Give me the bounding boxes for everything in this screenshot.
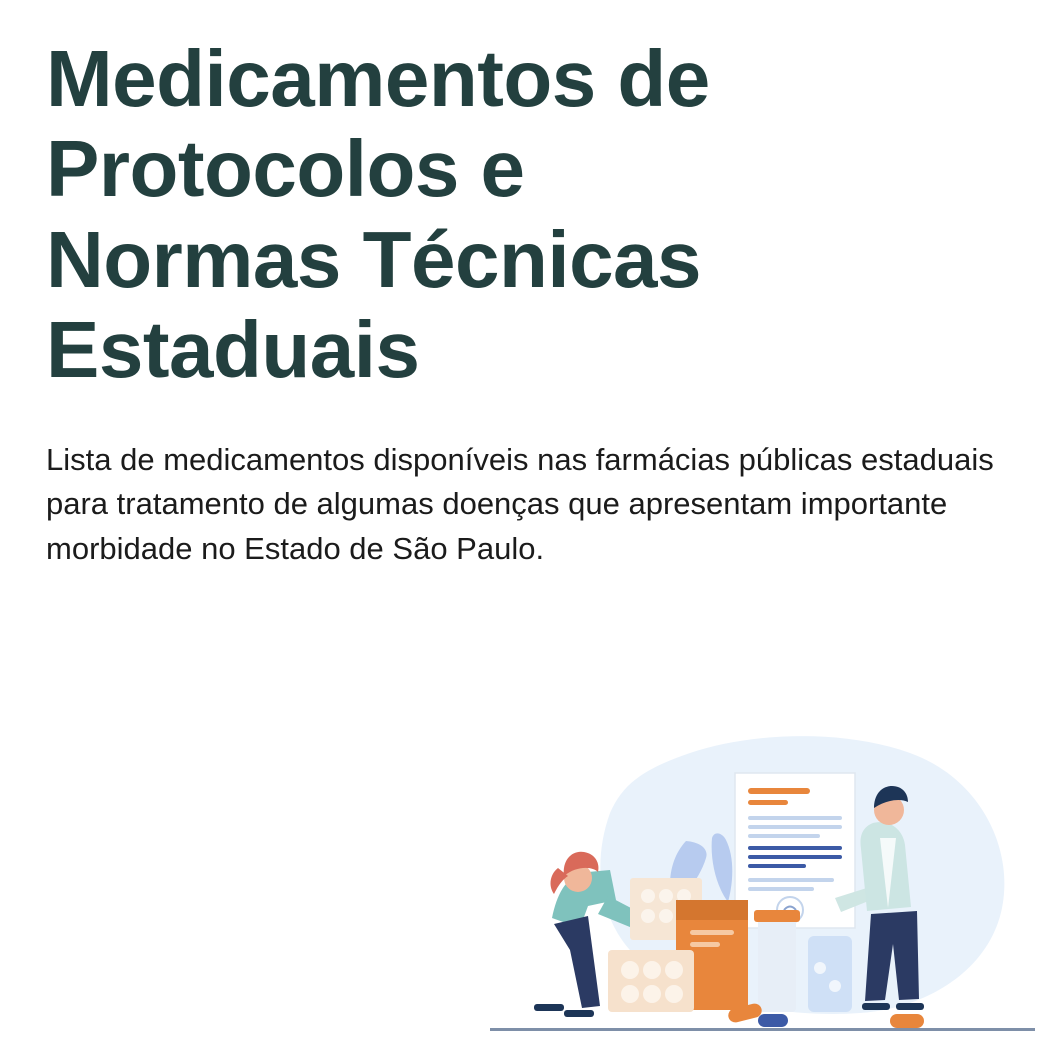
page-title: Medicamentos de Protocolos e Normas Técnicas Estaduais bbox=[46, 34, 710, 395]
page-description: Lista de medicamentos disponíveis nas farmácias públicas estaduais para tratamento de algumas doenças que apresentam importante morbidade no Estado de São Paulo. bbox=[46, 441, 994, 566]
pharmacy-workers-illustration bbox=[490, 718, 1035, 1038]
page-content bbox=[46, 34, 996, 602]
